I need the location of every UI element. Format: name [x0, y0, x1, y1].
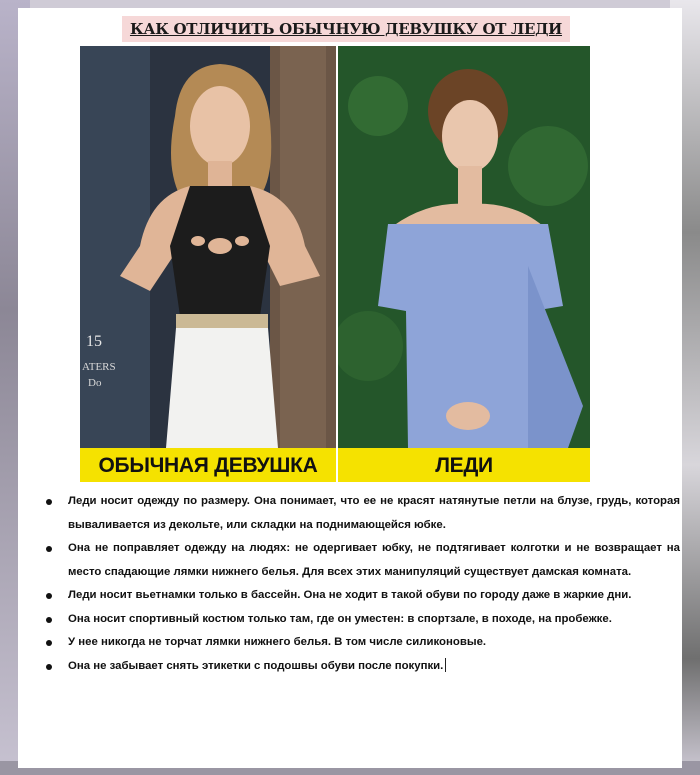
list-item [46, 537, 680, 584]
tips-list [46, 490, 680, 678]
list-item [46, 631, 680, 655]
poster-text-3: Do [88, 377, 102, 389]
list-item-text: Леди носит вьетнамки только в бассейн. Она не ходит в такой обуви по городу даже в жаркие дни. [68, 589, 632, 601]
page-title: КАК ОТЛИЧИТЬ ОБЫЧНУЮ ДЕВУШКУ ОТ ЛЕДИ [122, 16, 570, 42]
label-ordinary-girl: ОБЫЧНАЯ ДЕВУШКА [80, 448, 336, 482]
bullet-icon [46, 664, 52, 670]
list-item-text: Она не поправляет одежду на людях: не одергивает юбку, не подтягивает колготки и не возвращает на место спадающие лямки нижнего белья. Для всех этих манипуляций существует дамская комната. [68, 542, 680, 578]
list-item-text: Она носит спортивный костюм только там, где он уместен: в спортзале, в походе, на пробежке. [68, 612, 612, 625]
list-item-text: Леди носит одежду по размеру. Она понимает, что ее не красят натянутые петли на блузе, грудь, которая вываливается из декольте, или складки на поднимающейся юбке. [68, 495, 680, 531]
label-lady: ЛЕДИ [338, 448, 590, 482]
bullet-icon [46, 499, 52, 505]
bullet-icon [46, 546, 52, 552]
list-item [46, 608, 680, 632]
list-item-text: У нее никогда не торчат лямки нижнего белья. В том числе силиконовые. [68, 636, 487, 648]
list-item [46, 490, 680, 537]
poster-text-1: 15 [86, 333, 102, 350]
list-item [46, 655, 680, 679]
list-item [46, 584, 680, 608]
text-cursor [445, 658, 446, 672]
photo-lady [338, 46, 590, 448]
photo-divider [336, 46, 338, 482]
bullet-icon [46, 617, 52, 623]
article-card [18, 8, 682, 768]
photo-ordinary-girl [80, 46, 336, 448]
poster-text-2: ATERS [82, 361, 116, 373]
bullet-icon [46, 593, 52, 599]
bullet-icon [46, 640, 52, 646]
list-item-text: Она не забывает снять этикетки с подошвы обуви после покупки. [68, 659, 444, 672]
